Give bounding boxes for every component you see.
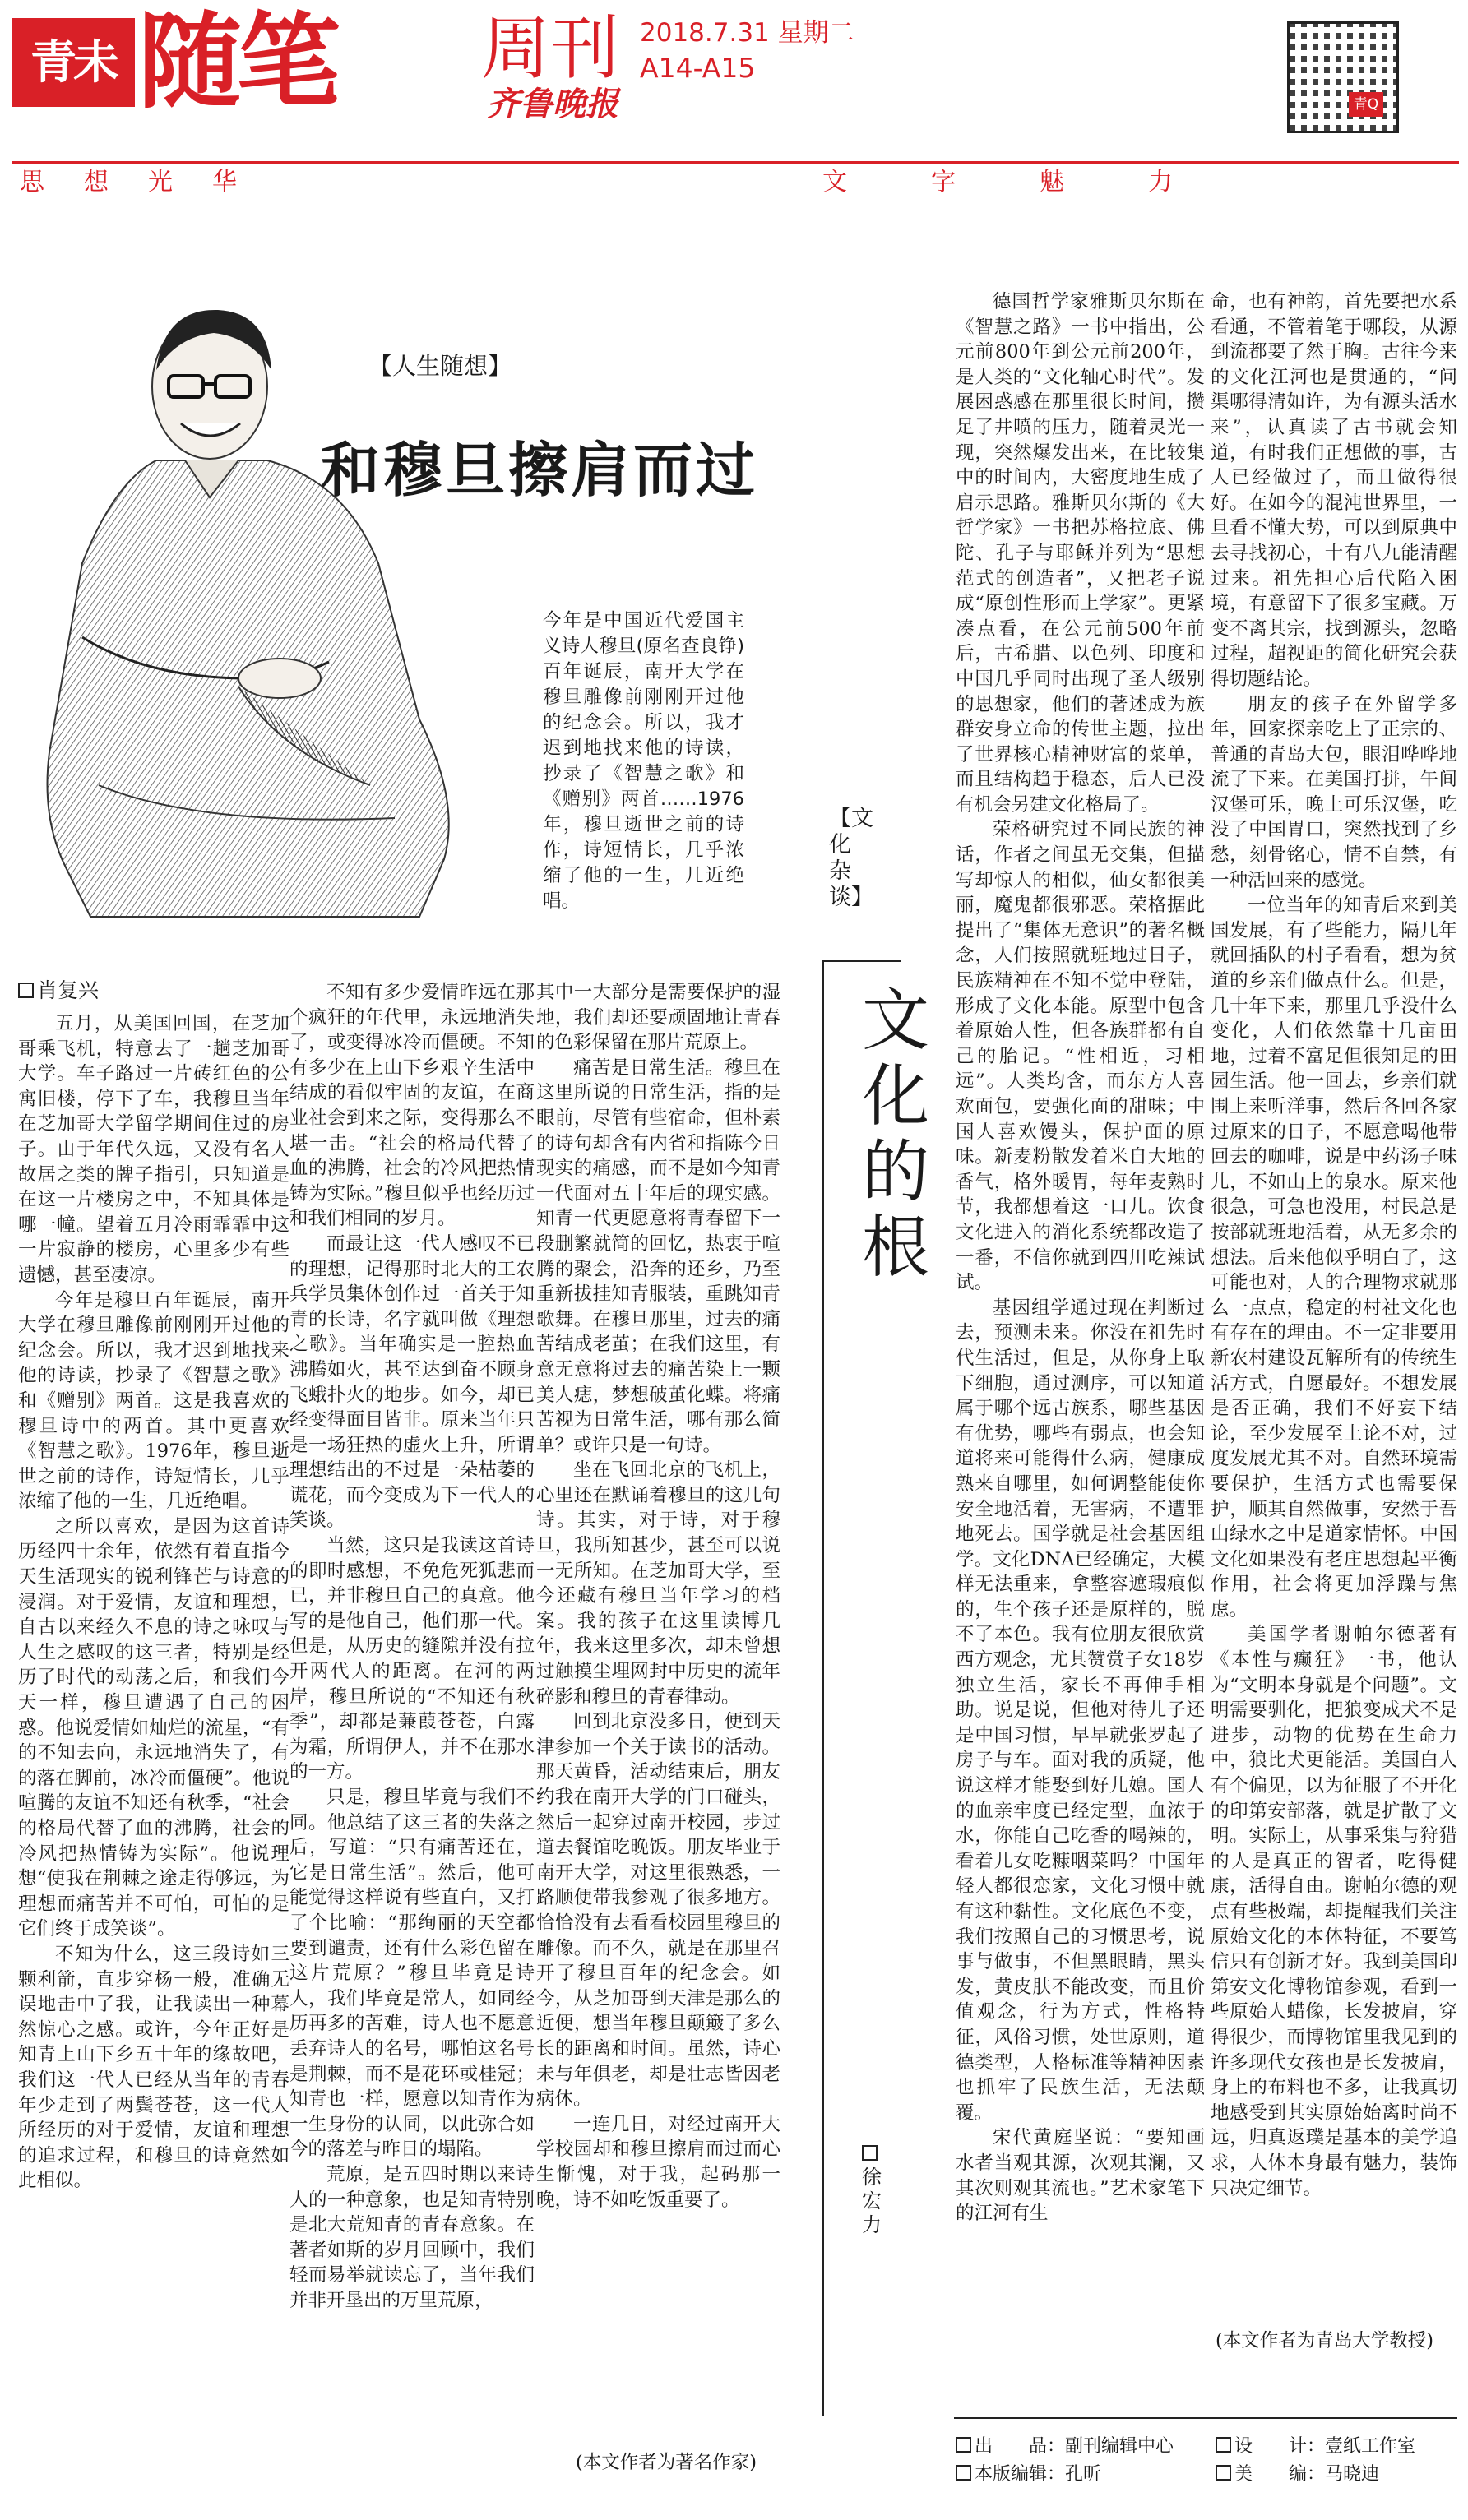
- paragraph: 不知为什么，这三段诗如三颗利箭，直步穿杨一般，准确无误地击中了我，让我读出一种幕然惊心之感。或许，今年正好是知青上山下乡五十年的缘故吧，我们这一代人已经从当年的青春年少走到了两鬓苍苍，这一代人所经历的对于爱情，友谊和理想的追求过程，和穆旦的诗竟然如此相似。: [18, 1943, 289, 2192]
- article2-signature: (本文作者为青岛大学教授): [1216, 2330, 1434, 2351]
- article1-tag: 【人生随想】: [368, 352, 512, 380]
- paragraph: 命，也有神韵，首先要把水系看通，不管着笔于哪段，从源到流都要了然于胸。古往今来的文化江河也是贯通的，“问渠哪得清如许，为有源头活水来”，认真读了古书就会知道，有时我们正想做的事，古人已经做过了，而且做得很好。在如今的混沌世界里，一旦看不懂大势，可以到原典中去寻找初心，十有八九能清醒过来。祖先担心后代陷入困境，有意留下了很多宝藏。万变不离其宗，找到源头，忽略过程，超视距的简化研究会获得切题结论。: [1211, 291, 1457, 690]
- qr-badge: 青Q: [1349, 92, 1383, 117]
- column-title: 随笔: [138, 1, 336, 123]
- paragraph: 今年是穆旦百年诞辰，南开大学在穆旦雕像前刚刚开过他的纪念会。所以，我才迟到地找来他的诗读，抄录了《智慧之歌》和《赠别》两首。这是我喜欢的穆旦诗中的两首。其中更喜欢《智慧之歌》。1976年，穆旦逝世之前的诗作，诗短情长，几乎浓缩了他的一生，几近绝唱。: [18, 1289, 289, 1513]
- credits-divider: [954, 2417, 1457, 2419]
- credit-label: 设 计：: [1234, 2436, 1326, 2457]
- article2-title: 文化的根: [862, 982, 930, 1287]
- date-text: 2018.7.31: [640, 18, 770, 48]
- paragraph: 基因组学通过现在判断过去，预测未来。你没在祖先时代生活过，但是，从你身上取下细胞，通过测序，可以知道属于哪个远古族系，哪些基因有优势，哪些有弱点，也会知道将来可能得什么病，健康成熟来自哪里，如何调整能使你安全地活着，无害病，不遭罪地死去。国学就是社会基因组学。文化DNA已经确定，大模样无法重来，拿整容遮瑕痕似的，生个孩子还是原样的，脱不了本色。我有位朋友很欣赏西方观念，尤其赞赏子女18岁独立生活，家长不再伸手相助。说是说，但他对待儿子还是中国习惯，早早就张罗起了房子与车。面对我的质疑，他说这样才能娶到好儿媳。国人的血亲牢度已经定型，血浓于水，你能自己吃香的喝辣的，看着儿女吃糠咽菜吗？中国年轻人都很恋家，文化习惯中就有这种黏性。文化底色不变，我们按照自己的习惯思考，说事与做事，不但黑眼睛，黑头发，黄皮肤不能改变，而且价值观念，行为方式，性格特征，风俗习惯，处世原则，道德类型，人格标准等精神因素也抓牢了民族生活，无法颠覆。: [956, 1297, 1205, 2124]
- paper-name: 齐鲁晚报: [487, 85, 618, 123]
- article1-intro: 今年是中国近代爱国主义诗人穆旦(原名查良铮)百年诞辰，南开大学在穆旦雕像前刚刚开过他的纪念会。所以，我才迟到地找来他的诗读，抄录了《智慧之歌》和《赠别》两首……1976年，穆旦逝世之前的诗作，诗短情长，几乎浓缩了他的一生，几近绝唱。: [543, 610, 744, 912]
- weekday-text: 星期二: [777, 18, 854, 48]
- article1-signature: (本文作者为著名作家): [576, 2452, 757, 2473]
- portrait-illustration: [33, 292, 477, 925]
- article2-divider: [822, 960, 824, 2416]
- article2-column-1: [956, 289, 1205, 2226]
- credit-design: [1216, 2435, 1415, 2458]
- credit-square-icon: [956, 2465, 971, 2481]
- byline-square-icon: [862, 2145, 878, 2161]
- credit-square-icon: [1216, 2465, 1231, 2481]
- slogan-right: 文字魅力: [822, 168, 1257, 197]
- page-range: A14-A15: [640, 52, 756, 84]
- author-name: 肖复兴: [37, 978, 100, 1002]
- article2-author: [862, 2142, 895, 2237]
- paragraph: 痛苦是日常生活。穆旦在这里所说的日常生活，指的是眼前，尽管有些宿命，但朴素的诗句却含有内省和指陈今日现实的痛感，而不是如今知青一代面对五十年后的现实感。知青一代更愿意将青春留下一段删繁就简的回忆，热衷于喧腾的聚会，沿奔的还乡，乃至重新拔挂知青服装，重跳知青歌舞。在穆旦那里，过去的痛苦结成老茧；在我们这里，有意无意将过去的痛苦染上一颗美人痣，梦想破茧化蝶。将痛苦视为日常生活，哪有那么简单？或许只是一句诗。: [536, 1057, 780, 1456]
- paragraph: 荒原，是五四时期以来诗人的一种意象，也是知青特别是北大荒知青的青春意象。在著者如斯的岁月回顾中，我们轻而易举就读忘了，当年我们并非开垦出的万里荒原，: [289, 2163, 535, 2311]
- credit-value: 孔昕: [1065, 2464, 1102, 2485]
- paragraph: 而最让这一代人感叹不已的理想，记得那时北大的工农兵学员集体创作过一首关于知青的长诗，名字就叫做《理想之歌》。当年确实是一腔热血沸腾如火，甚至达到奋不顾身飞蛾扑火的地步。如今，却已经变得面目皆非。原来当年只是一场狂热的虚火上升，所谓理想结出的不过是一朵枯萎的谎花，而今变成为下一代人的笑谈。: [289, 1232, 535, 1532]
- paragraph: 当然，这只是我读这首诗的即时感想，不免危死狐悲而已，并非穆旦自己的真意。他写的是他自己，他们那一代。但是，从历史的缝隙并没有拉开两代人的距离。在河的两岸，穆旦所说的“不知还有秋季”，却都是蒹葭苍苍，白露为霜，所谓伊人，并不在那水的一方。: [289, 1535, 535, 1783]
- article1-column-1: [18, 1011, 289, 2194]
- credit-label: 本版编辑：: [975, 2464, 1066, 2485]
- credit-square-icon: [956, 2437, 971, 2453]
- article1-column-3: [536, 980, 780, 2213]
- article1-author: [18, 978, 99, 1003]
- byline-square-icon: [18, 983, 34, 998]
- credit-value: 副刊编辑中心: [1065, 2436, 1174, 2457]
- paragraph: 宋代黄庭坚说：“要知画水者当观其源，次观其澜，又其次则观其流也。”艺术家笔下的江河有生: [956, 2127, 1205, 2225]
- credit-value: 壹纸工作室: [1325, 2436, 1416, 2457]
- paragraph: 美国学者谢帕尔德著有《本性与癫狂》一书，他认为“文明本身就是个问题”。文明需要驯化，把狼变成犬不是进步，动物的优势在生命力中，狼比犬更能活。美国白人有个偏见，以为征服了不开化的印第安部落，就是扩散了文明。实际上，从事采集与狩猎的人是真正的智者，吃得健康，活得自由。谢帕尔德的观点有些极端，却提醒我们关注原始文化的本体特征，不要笃信只有创新才好。我到美国印第安文化博物馆参观，看到一些原始人蜡像，长发披肩，穿得很少，而博物馆里我见到的许多现代女孩也是长发披肩，身上的布料也不多，让我真切地感受到其实原始始离时尚不远，归真返璞是基本的美学追求，人体本身最有魅力，装饰只决定细节。: [1211, 1624, 1457, 2199]
- credit-square-icon: [1216, 2437, 1231, 2453]
- credit-label: 出 品：: [975, 2436, 1066, 2457]
- logo: 青未了: [12, 18, 135, 107]
- paragraph: 一位当年的知青后来到美国发展，有了些能力，隔几年就回插队的村子看看，想为贫道的乡亲们做点什么。但是，几十年下来，那里几乎没什么变化，人们依然靠十几亩田地，过着不富足但很知足的田园生活。他一回去，乡亲们就围上来听洋事，然后各回各家过原来的日子，不愿意喝他带回去的咖啡，说是中药汤子味儿，不如山上的泉水。原来他很急，可急也没用，村民总是按部就班地活着，从无多余的想法。后来他似乎明白了，这可能也对，人的合理物求就那么一点点，稳定的村社文化也有存在的理由。不一定非要用新农村建设瓦解所有的传统生活方式，自愿最好。不想发展是否正确，我们不好妄下结论，至少发展至上论不对，过度发展尤其不对。自然环境需要保护，生活方式也需要保护，顺其自然做事，安然于吾山绿水之中是道家情怀。中国文化如果没有老庄思想起平衡作用，社会将更加浮躁与焦虑。: [1211, 895, 1457, 1621]
- paragraph: 德国哲学家雅斯贝尔斯在《智慧之路》一书中指出，公元前800年到公元前200年，是人类的“文化轴心时代”。发展困惑感在那里很长时间，攒足了井喷的压力，随着灵光一现，突然爆发出来，在比较集中的时间内，大密度地生成了启示思路。雅斯贝尔斯的《大哲学家》一书把苏格拉底、佛陀、孔子与耶稣并列为“思想范式的创造者”，又把老子说成“原创性形而上学家”。更紧凑点看，在公元前500年前后，古希腊、以色列、印度和中国几乎同时出现了圣人级别的思想家，他们的著述成为族群安身立命的传世主题，拉出了世界核心精神财富的菜单，而且结构趋于稳态，后人已没有机会另建文化格局了。: [956, 291, 1205, 816]
- paragraph: 坐在飞回北京的飞机上，心里还在默诵着穆旦的这几句诗。其实，对于诗，对于穆旦，我所知甚少，甚至可以说一无所知。在芝加哥大学，至今还藏有穆旦当年学习的档案。我的孩子在这里读博几年，我来这里多次，却未曾想过触摸尘埋网封中历史的流年碎影和穆旦的青春律动。: [536, 1459, 780, 1708]
- paragraph: 回到北京没多日，便到天津参加一个关于读书的活动。那天黄昏，活动结束后，朋友约我在南开大学的门口碰头，然后一起穿过南开校园，步过道去餐馆吃晚饭。朋友毕业于南开大学，对这里很熟悉，一路顺便带我参观了很多地方。恰恰没有去看看校园里穆旦的雕像。而不久，就是在那里召开了穆旦百年的纪念会。如今，从芝加哥到天津是那么的近便，想当年穆旦颠簸了多么长的距离和时间。虽然，诗心未与年俱老，却是壮志皆因老病休。: [536, 1711, 780, 2111]
- paragraph: 之所以喜欢，是因为这首诗历经四十余年，依然有着直指今天生活现实的锐利锋芒与诗意的浸润。对于爱情，友谊和理想，自古以来经久不息的诗之咏叹与人生之感叹的这三者，特别是经历了时代的动荡之后，和我们今天一样，穆旦遭遇了自己的困惑。他说爱情如灿烂的流星，“有的不知去向，永远地消失了，有的落在脚前，冰冷而僵硬”。他说喧腾的友谊不知还有秋季，“社会的格局代替了血的沸腾，社会的冷风把热情铸为实际”。他说理想“使我在荆棘之途走得够远，为理想而痛苦并不可怕，可怕的是它们终于成笑谈”。: [18, 1515, 289, 1940]
- paragraph: 其中一大部分是需要保护的湿地，我们却还要顽固地让青春的色彩保留在那片荒原上。: [536, 982, 780, 1054]
- slogan-left: 思想光华: [20, 168, 276, 197]
- credit-value: 马晓迪: [1325, 2464, 1380, 2485]
- credit-out: [956, 2435, 1174, 2458]
- paragraph: 五月，从美国回国，在芝加哥乘飞机，特意去了一趟芝加哥大学。车子路过一片砖红色的公寓旧楼，停下了车，我穆旦当年在芝加哥大学留学期间住过的房子。由于年代久远，又没有名人故居之类的牌子指引，只知道是在这一片楼房之中，不知具体是哪一幢。望着五月冷雨霏霏中这一片寂静的楼房，心里多少有些遗憾，甚至凄凉。: [18, 1013, 289, 1286]
- article2-tag: 【文化杂谈】: [829, 806, 873, 910]
- credit-label: 美 编：: [1234, 2464, 1326, 2485]
- author-name: 徐宏力: [862, 2166, 882, 2236]
- issue-date: [640, 18, 854, 48]
- article1-title: 和穆旦擦肩而过: [321, 436, 759, 505]
- credit-art: [1216, 2463, 1379, 2486]
- weekly-label: 周刊: [481, 8, 620, 89]
- paragraph: 一连几日，对经过南开大学校园却和穆旦擦肩而过而心生惭愧，对于我，起码那一晚，诗不如吃饭重要了。: [536, 2113, 780, 2211]
- article1-column-2: [289, 980, 535, 2313]
- credit-editor: [956, 2463, 1101, 2486]
- article2-divider-top: [822, 960, 901, 962]
- paragraph: 只是，穆旦毕竟与我们不同。他总结了这三者的失落之后，写道：“只有痛苦还在，它是日常生活”。然后，他可能觉得这样说有些直白，又打了个比喻：“那绚丽的天空都要到谴责，还有什么彩色留在这片荒原？”穆旦毕竟是诗人，我们毕竟是常人，如同经历再多的苦难，诗人也不愿意丢弃诗人的名号，哪怕这名号是荆棘，而不是花环或桂冠；知青也一样，愿意以知青作为一生身份的认同，以此弥合如今的落差与昨日的塌陷。: [289, 1787, 535, 2161]
- article2-column-2: [1211, 289, 1457, 2201]
- paragraph: 不知有多少爱情昨远在那个疯狂的年代里，永远地消失了，或变得冰冷而僵硬。不知有多少在上山下乡艰辛生活中结成的看似牢固的友谊，在商业社会到来之际，变得那么不堪一击。“社会的格局代替了血的沸腾，社会的冷风把热情铸为实际。”穆旦似乎也经历过和我们相同的岁月。: [289, 982, 535, 1230]
- paragraph: 荣格研究过不同民族的神话，作者之间虽无交集，但描写却惊人的相似，仙女都很美丽，魔鬼都很邪恶。荣格据此提出了“集体无意识”的著名概念，人们按照就班地过日子，民族精神在不知不觉中登陆，形成了文化本能。原型中包含着原始人性，但各族群都有自己的胎记。“性相近，习相远”。人类均含，而东方人喜欢面包，要强化面的甜味；中国人喜欢馒头，保护面的原味。新麦粉散发着米自大地的香气，格外暖胃，每年麦熟时节，我都想着这一口儿。饮食文化进入的消化系统都改造了一番，不信你就到四川吃辣试试。: [956, 819, 1205, 1294]
- paragraph: 朋友的孩子在外留学多年，回家探亲吃上了正宗的、普通的青岛大包，眼泪哗哗地流了下来。在美国打拼，午间汉堡可乐，晚上可乐汉堡，吃没了中国胃口，突然找到了乡愁，刻骨铭心，情不自禁，有一种活回来的感觉。: [1211, 693, 1457, 891]
